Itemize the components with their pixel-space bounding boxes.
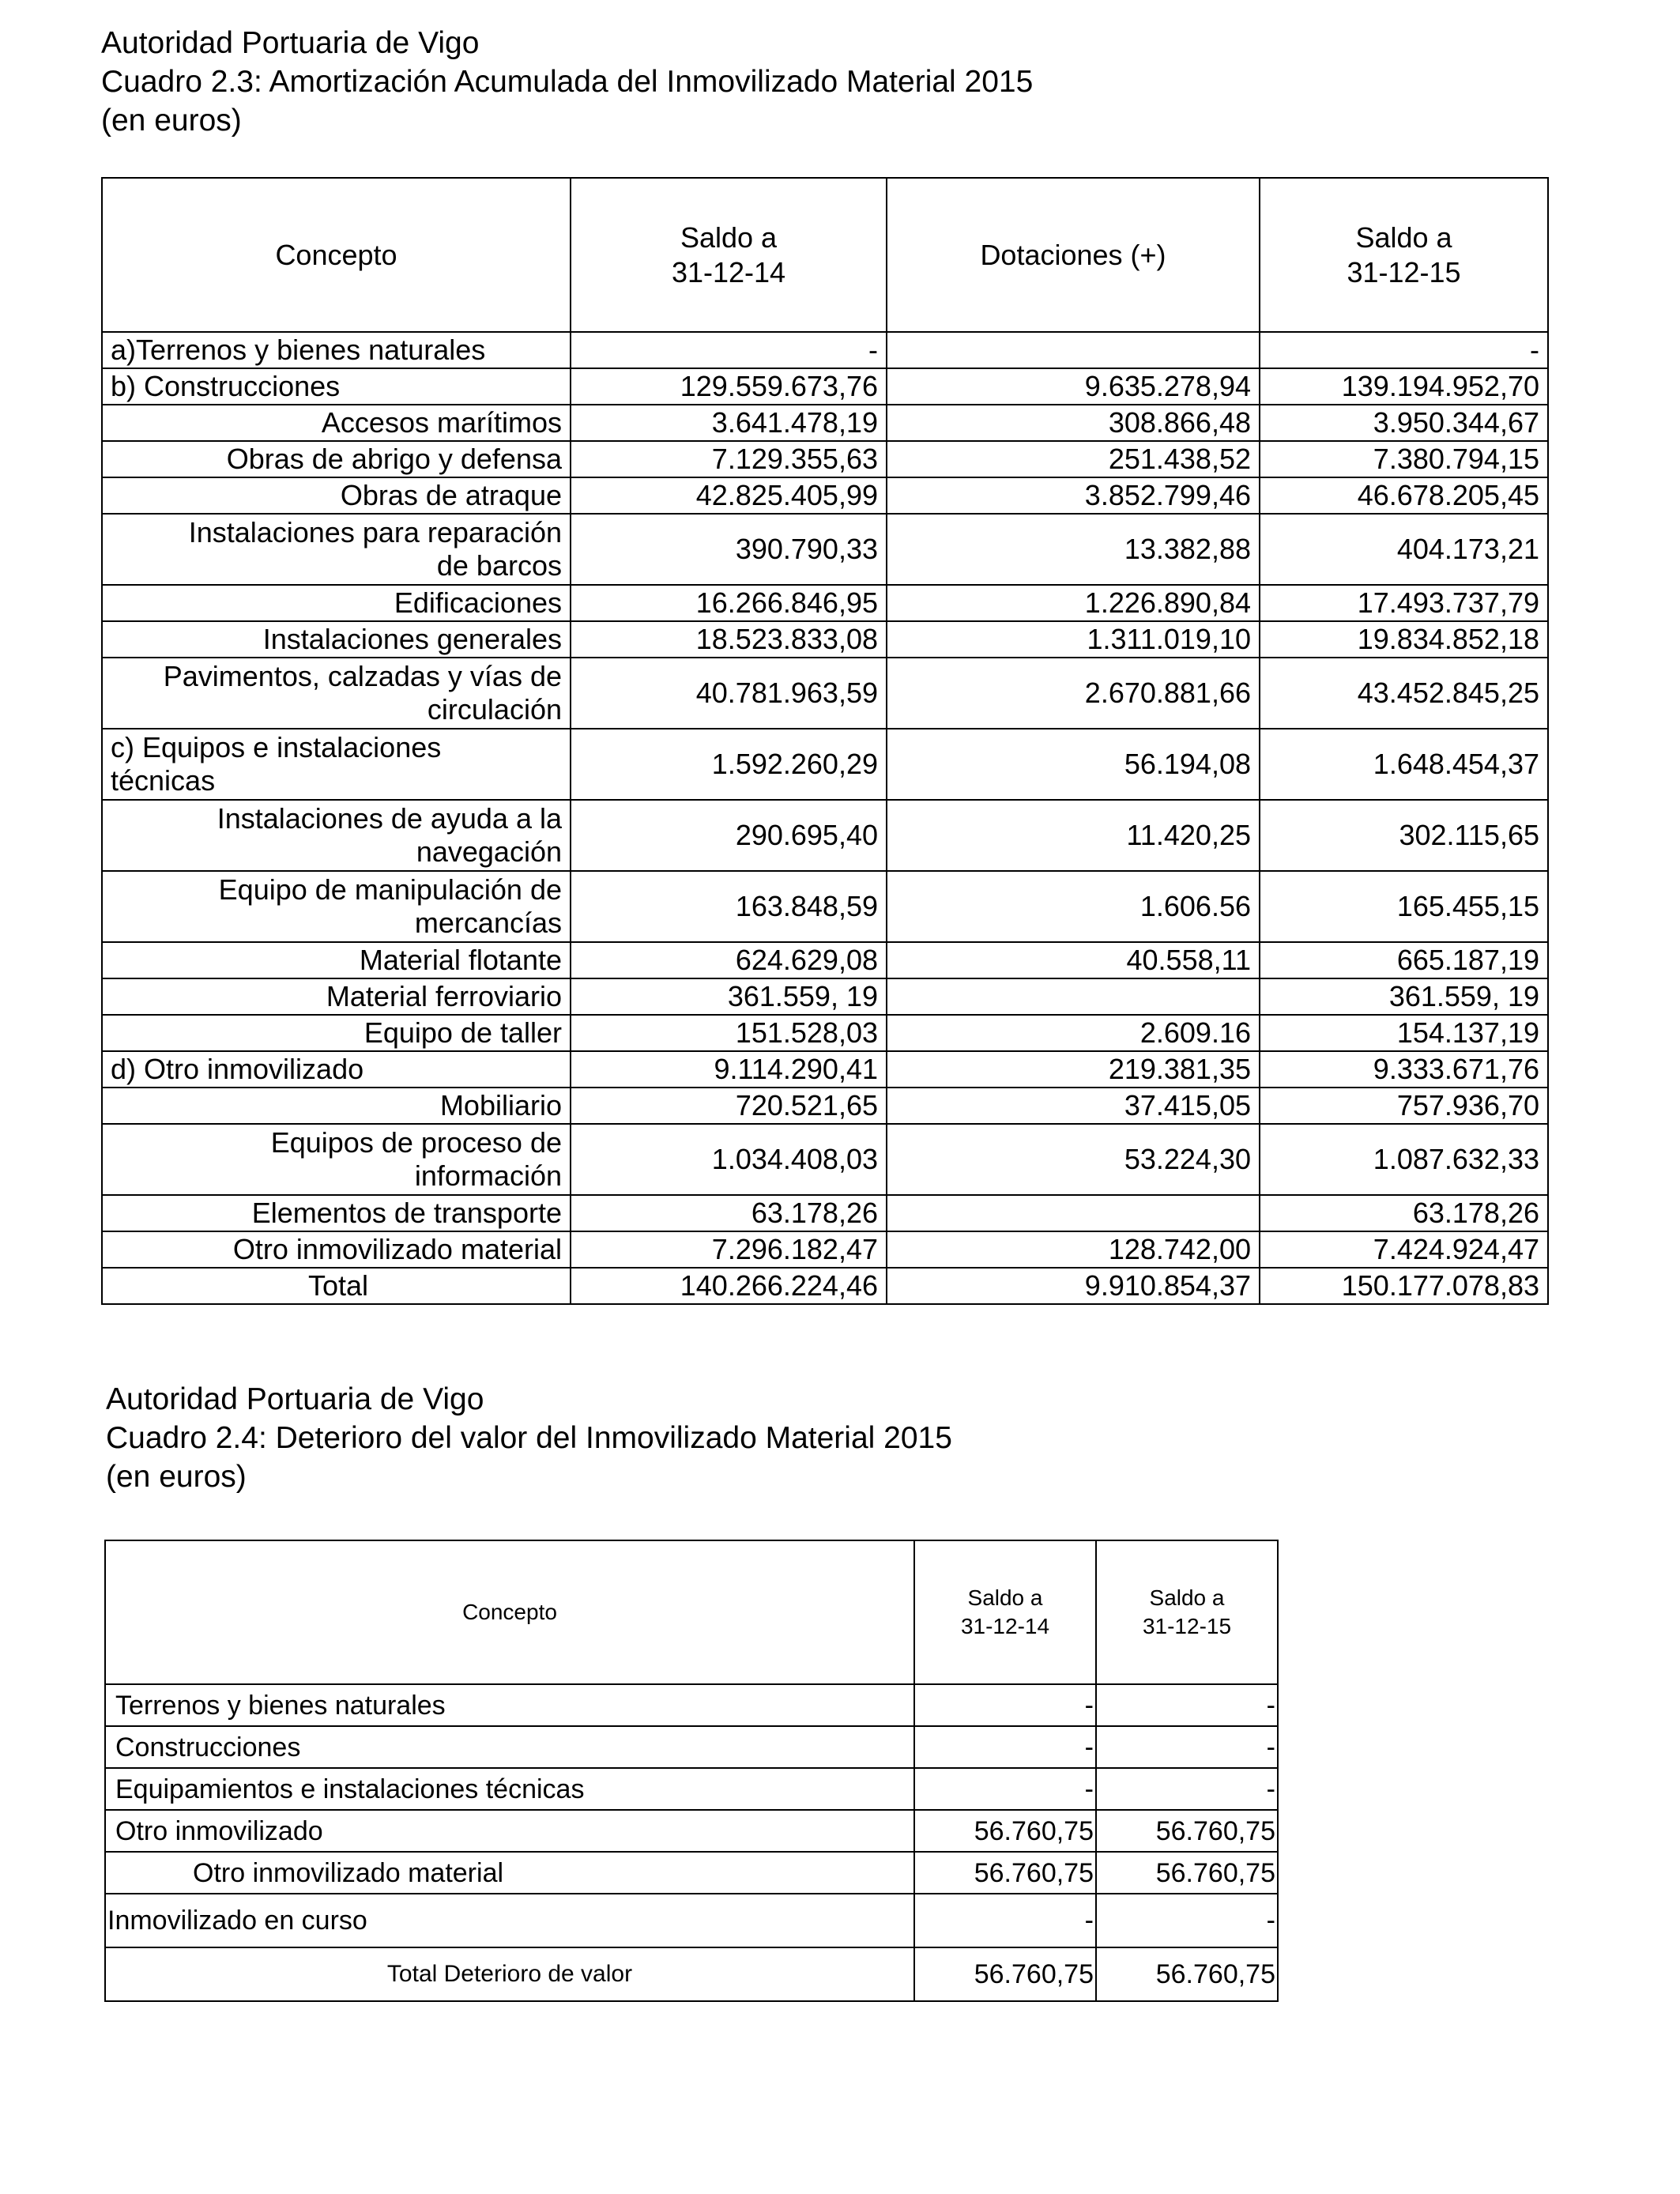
row-saldo-2014: 361.559, 19 (571, 978, 887, 1015)
row-saldo-2015: 63.178,26 (1260, 1195, 1548, 1231)
header-saldo-2015: Saldo a 31-12-15 (1260, 178, 1548, 332)
row-saldo-2015: 17.493.737,79 (1260, 585, 1548, 621)
row-saldo-2014: 151.528,03 (571, 1015, 887, 1051)
row-saldo-2014: 9.114.290,41 (571, 1051, 887, 1088)
row-saldo-2015: 165.455,15 (1260, 871, 1548, 942)
table-row (105, 1726, 1278, 1768)
table-row (102, 1124, 1548, 1195)
row-saldo-2014: 1.592.260,29 (571, 729, 887, 800)
table-header-row (105, 1540, 1278, 1684)
table-unit: (en euros) (106, 1460, 247, 1494)
row-saldo-2015: 7.380.794,15 (1260, 441, 1548, 477)
table-row (102, 405, 1548, 441)
table-title: Cuadro 2.4: Deterioro del valor del Inmovilizado Material 2015 (106, 1421, 952, 1455)
row-dotaciones: 128.742,00 (887, 1231, 1260, 1268)
row-concept: Equipo de manipulación de mercancías (102, 871, 571, 942)
row-saldo-2014: 7.129.355,63 (571, 441, 887, 477)
row-dotaciones: 13.382,88 (887, 514, 1260, 585)
row-concept: Mobiliario (102, 1088, 571, 1124)
row-saldo-2015: 1.087.632,33 (1260, 1124, 1548, 1195)
row-saldo-2014: 290.695,40 (571, 800, 887, 871)
deterioro-table (104, 1540, 1279, 2002)
table-row (102, 978, 1548, 1015)
row-saldo-2015: 3.950.344,67 (1260, 405, 1548, 441)
row-saldo-2014: 56.760,75 (914, 1810, 1096, 1852)
row-saldo-2014: 1.034.408,03 (571, 1124, 887, 1195)
row-saldo-2014: - (914, 1726, 1096, 1768)
row-dotaciones: 1.226.890,84 (887, 585, 1260, 621)
row-saldo-2015: 1.648.454,37 (1260, 729, 1548, 800)
row-saldo-2015: 404.173,21 (1260, 514, 1548, 585)
row-dotaciones: 37.415,05 (887, 1088, 1260, 1124)
row-dotaciones: 9.910.854,37 (887, 1268, 1260, 1304)
header-dotaciones: Dotaciones (+) (887, 178, 1260, 332)
table-unit: (en euros) (101, 104, 242, 138)
row-saldo-2015: - (1260, 332, 1548, 368)
org-name: Autoridad Portuaria de Vigo (101, 26, 480, 60)
row-saldo-2014: - (914, 1768, 1096, 1810)
row-dotaciones (887, 332, 1260, 368)
header-saldo-2015: Saldo a 31-12-15 (1096, 1540, 1278, 1684)
row-dotaciones: 219.381,35 (887, 1051, 1260, 1088)
row-saldo-2015: - (1096, 1726, 1278, 1768)
row-saldo-2014: - (914, 1894, 1096, 1947)
table-row (102, 1015, 1548, 1051)
row-saldo-2014: 56.760,75 (914, 1852, 1096, 1894)
row-dotaciones (887, 978, 1260, 1015)
row-dotaciones: 1.606.56 (887, 871, 1260, 942)
row-concept: Edificaciones (102, 585, 571, 621)
table1-heading (101, 24, 1033, 140)
row-dotaciones: 11.420,25 (887, 800, 1260, 871)
row-concept: Equipamientos e instalaciones técnicas (105, 1768, 914, 1810)
header-saldo-2014: Saldo a 31-12-14 (571, 178, 887, 332)
row-saldo-2014: 140.266.224,46 (571, 1268, 887, 1304)
table-row (105, 1768, 1278, 1810)
table-row (102, 942, 1548, 978)
row-concept: Accesos marítimos (102, 405, 571, 441)
row-concept: Total (102, 1268, 571, 1304)
row-saldo-2014: 163.848,59 (571, 871, 887, 942)
row-concept: Material ferroviario (102, 978, 571, 1015)
row-dotaciones: 308.866,48 (887, 405, 1260, 441)
row-saldo-2014: 18.523.833,08 (571, 621, 887, 658)
table-header-row (102, 178, 1548, 332)
table-row (102, 514, 1548, 585)
table-row (102, 1195, 1548, 1231)
table-row (102, 871, 1548, 942)
table-total-row (102, 1268, 1548, 1304)
row-saldo-2015: - (1096, 1684, 1278, 1726)
row-saldo-2015: 43.452.845,25 (1260, 658, 1548, 729)
row-concept: Material flotante (102, 942, 571, 978)
table-row (105, 1852, 1278, 1894)
row-concept: a)Terrenos y bienes naturales (102, 332, 571, 368)
row-saldo-2014: - (914, 1684, 1096, 1726)
table-row (105, 1894, 1278, 1947)
table-row (102, 477, 1548, 514)
table-row (102, 658, 1548, 729)
row-dotaciones: 251.438,52 (887, 441, 1260, 477)
row-saldo-2014: - (571, 332, 887, 368)
table-row (102, 1088, 1548, 1124)
table-total-row (105, 1947, 1278, 2001)
row-saldo-2015: 361.559, 19 (1260, 978, 1548, 1015)
table-row (102, 368, 1548, 405)
row-saldo-2014: 7.296.182,47 (571, 1231, 887, 1268)
row-saldo-2015: 46.678.205,45 (1260, 477, 1548, 514)
row-saldo-2015: 9.333.671,76 (1260, 1051, 1548, 1088)
row-concept: Instalaciones para reparación de barcos (102, 514, 571, 585)
row-saldo-2014: 40.781.963,59 (571, 658, 887, 729)
row-saldo-2014: 624.629,08 (571, 942, 887, 978)
row-dotaciones: 9.635.278,94 (887, 368, 1260, 405)
row-concept: Pavimentos, calzadas y vías de circulación (102, 658, 571, 729)
row-saldo-2015: 56.760,75 (1096, 1810, 1278, 1852)
row-saldo-2015: 139.194.952,70 (1260, 368, 1548, 405)
row-dotaciones: 2.609.16 (887, 1015, 1260, 1051)
row-concept: Obras de abrigo y defensa (102, 441, 571, 477)
table-row (102, 1231, 1548, 1268)
row-saldo-2014: 129.559.673,76 (571, 368, 887, 405)
row-saldo-2015: 665.187,19 (1260, 942, 1548, 978)
row-concept: Equipo de taller (102, 1015, 571, 1051)
row-concept: d) Otro inmovilizado (102, 1051, 571, 1088)
row-saldo-2015: - (1096, 1768, 1278, 1810)
row-saldo-2014: 56.760,75 (914, 1947, 1096, 2001)
row-dotaciones: 53.224,30 (887, 1124, 1260, 1195)
table-row (102, 332, 1548, 368)
table-row (105, 1684, 1278, 1726)
row-saldo-2015: 150.177.078,83 (1260, 1268, 1548, 1304)
row-concept: Elementos de transporte (102, 1195, 571, 1231)
row-saldo-2015: 7.424.924,47 (1260, 1231, 1548, 1268)
table-row (102, 1051, 1548, 1088)
table-row (102, 729, 1548, 800)
row-concept: c) Equipos e instalaciones técnicas (102, 729, 571, 800)
row-dotaciones: 56.194,08 (887, 729, 1260, 800)
row-saldo-2014: 63.178,26 (571, 1195, 887, 1231)
row-concept: Construcciones (105, 1726, 914, 1768)
row-concept: b) Construcciones (102, 368, 571, 405)
header-concepto: Concepto (102, 178, 571, 332)
row-concept: Instalaciones generales (102, 621, 571, 658)
row-saldo-2015: 56.760,75 (1096, 1947, 1278, 2001)
row-concept: Otro inmovilizado material (105, 1852, 914, 1894)
row-saldo-2014: 720.521,65 (571, 1088, 887, 1124)
row-saldo-2015: 56.760,75 (1096, 1852, 1278, 1894)
row-saldo-2014: 16.266.846,95 (571, 585, 887, 621)
row-dotaciones: 40.558,11 (887, 942, 1260, 978)
row-saldo-2014: 42.825.405,99 (571, 477, 887, 514)
header-saldo-2014: Saldo a 31-12-14 (914, 1540, 1096, 1684)
row-concept: Inmovilizado en curso (105, 1894, 914, 1947)
row-saldo-2015: 302.115,65 (1260, 800, 1548, 871)
row-concept: Terrenos y bienes naturales (105, 1684, 914, 1726)
row-saldo-2014: 390.790,33 (571, 514, 887, 585)
table2-heading (106, 1380, 952, 1496)
row-dotaciones (887, 1195, 1260, 1231)
row-concept: Total Deterioro de valor (105, 1947, 914, 2001)
row-saldo-2015: - (1096, 1894, 1278, 1947)
row-dotaciones: 2.670.881,66 (887, 658, 1260, 729)
table-row (102, 800, 1548, 871)
table-row (102, 621, 1548, 658)
table-row (102, 585, 1548, 621)
table-title: Cuadro 2.3: Amortización Acumulada del Inmovilizado Material 2015 (101, 65, 1034, 99)
row-concept: Otro inmovilizado (105, 1810, 914, 1852)
row-saldo-2015: 154.137,19 (1260, 1015, 1548, 1051)
amortizacion-table (101, 177, 1549, 1305)
row-dotaciones: 1.311.019,10 (887, 621, 1260, 658)
row-saldo-2014: 3.641.478,19 (571, 405, 887, 441)
row-saldo-2015: 757.936,70 (1260, 1088, 1548, 1124)
row-concept: Obras de atraque (102, 477, 571, 514)
table-row (105, 1810, 1278, 1852)
row-saldo-2015: 19.834.852,18 (1260, 621, 1548, 658)
table-row (102, 441, 1548, 477)
header-concepto: Concepto (105, 1540, 914, 1684)
row-concept: Otro inmovilizado material (102, 1231, 571, 1268)
row-concept: Equipos de proceso de información (102, 1124, 571, 1195)
row-concept: Instalaciones de ayuda a la navegación (102, 800, 571, 871)
org-name: Autoridad Portuaria de Vigo (106, 1382, 484, 1416)
row-dotaciones: 3.852.799,46 (887, 477, 1260, 514)
